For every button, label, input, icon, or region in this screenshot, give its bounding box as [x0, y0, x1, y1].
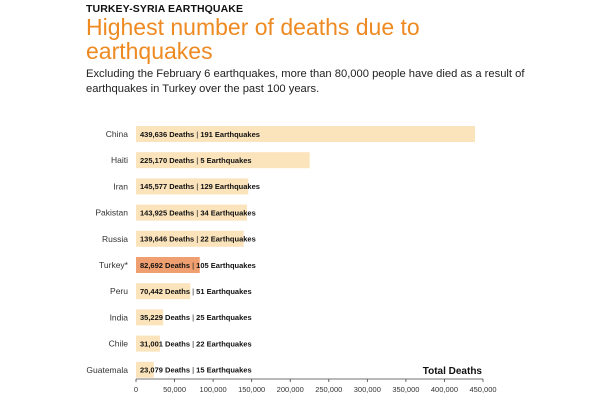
- category-label: Iran: [113, 181, 128, 192]
- deaths-label: 439,636 Deaths: [140, 129, 195, 139]
- deaths-label: 225,170 Deaths: [140, 156, 195, 165]
- data-label: [140, 182, 260, 191]
- bar-chart: [0, 110, 600, 400]
- category-label: Turkey*: [99, 260, 128, 270]
- x-tick-label: 250,000: [315, 385, 343, 394]
- x-tick-label: 400,000: [430, 385, 459, 394]
- separator-label: |: [190, 339, 197, 349]
- separator-label: |: [194, 208, 201, 218]
- data-label: [140, 235, 256, 244]
- data-label: [140, 208, 256, 217]
- data-label: [140, 287, 252, 296]
- data-label: [140, 156, 252, 165]
- separator-label: |: [190, 287, 197, 296]
- x-tick-label: 300,000: [353, 385, 381, 394]
- x-tick-label: 350,000: [392, 385, 420, 394]
- deaths-label: 23,079 Deaths: [140, 365, 191, 375]
- earthquakes-label: 191 Earthquakes: [200, 129, 260, 139]
- data-label: [140, 339, 252, 348]
- category-label: China: [105, 129, 128, 139]
- separator-label: |: [194, 129, 201, 139]
- x-axis: [134, 379, 497, 394]
- separator-label: |: [190, 313, 197, 323]
- data-label: [140, 366, 252, 375]
- x-axis-title: Total Deaths: [422, 366, 482, 377]
- x-tick-label: 100,000: [199, 385, 227, 394]
- category-label: Russia: [102, 233, 128, 244]
- x-tick-label: 50,000: [163, 385, 187, 394]
- category-label: Pakistan: [95, 207, 128, 218]
- separator-label: |: [194, 182, 201, 192]
- chart-title: Highest number of deaths due to earthquakes: [86, 14, 420, 64]
- separator-label: |: [190, 260, 197, 270]
- earthquakes-label: 22 Earthquakes: [196, 339, 252, 349]
- x-tick-label: 0: [133, 385, 139, 394]
- data-label: [140, 261, 256, 270]
- x-tick-label: 200,000: [276, 385, 304, 394]
- kicker: TURKEY-SYRIA EARTHQUAKE: [86, 3, 244, 15]
- bars-layer: [86, 126, 475, 378]
- earthquakes-label: 22 Earthquakes: [200, 234, 256, 244]
- x-tick-label: 150,000: [238, 385, 266, 394]
- deaths-label: 82,692 Deaths: [140, 260, 191, 270]
- deaths-label: 139,646 Deaths: [140, 234, 195, 244]
- category-label: Guatemala: [86, 364, 128, 375]
- deaths-label: 35,229 Deaths: [140, 313, 191, 323]
- earthquakes-label: 105 Earthquakes: [196, 260, 256, 270]
- earthquakes-label: 5 Earthquakes: [200, 156, 252, 165]
- separator-label: |: [194, 156, 201, 165]
- deaths-label: 143,925 Deaths: [140, 208, 195, 218]
- earthquakes-label: 34 Earthquakes: [200, 208, 256, 218]
- category-label: Peru: [110, 286, 128, 297]
- x-tick-label: 450,000: [469, 385, 497, 394]
- data-label: [140, 130, 260, 139]
- earthquakes-label: 51 Earthquakes: [196, 287, 252, 296]
- category-label: India: [109, 312, 128, 323]
- earthquakes-label: 25 Earthquakes: [196, 313, 252, 323]
- earthquakes-label: 15 Earthquakes: [196, 365, 252, 375]
- earthquakes-label: 129 Earthquakes: [200, 182, 260, 192]
- deaths-label: 145,577 Deaths: [140, 182, 195, 192]
- data-label: [140, 313, 252, 322]
- deaths-label: 31,001 Deaths: [140, 339, 191, 349]
- deaths-label: 70,442 Deaths: [140, 287, 191, 296]
- chart-subtitle: Excluding the February 6 earthquakes, more than 80,000 people have died as a result of earthquakes in Turkey over the past 100 years.: [86, 68, 525, 95]
- separator-label: |: [194, 234, 201, 244]
- category-label: Chile: [108, 338, 128, 349]
- separator-label: |: [190, 365, 197, 375]
- category-label: Haiti: [110, 155, 128, 166]
